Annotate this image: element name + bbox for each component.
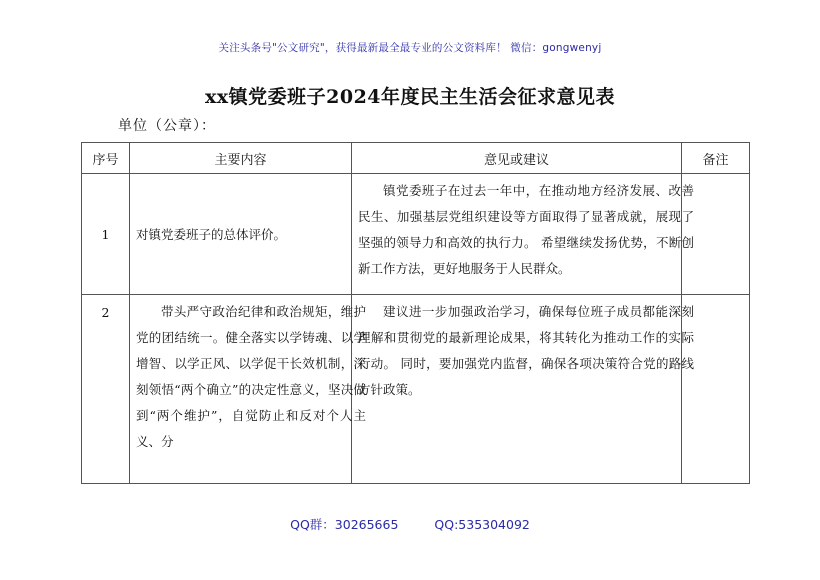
header-remark: 备注: [682, 143, 750, 174]
row-content-cell: [130, 295, 366, 484]
table-header-row: [82, 143, 750, 174]
row-opinion-cell: [352, 295, 694, 484]
table-row: [82, 174, 750, 295]
footer-qq-number: QQ:535304092: [434, 517, 530, 532]
header-opinion: 意见或建议: [352, 143, 682, 174]
opinion-form-table: [81, 142, 750, 484]
document-title: xx镇党委班子2024年度民主生活会征求意见表: [204, 86, 616, 108]
header-main-content: 主要内容: [130, 143, 352, 174]
row-content: 带头严守政治纪律和政治规矩，维护党的团结统一。健全落实以学铸魂、以学增智、以学正风、以学促干长效机制，深刻领悟“两个确立”的决定性意义，坚决做到“两个维护”，自觉防止和反对个人主义、分: [136, 304, 366, 449]
row-seq: 1: [82, 174, 130, 295]
footer-qq-group: QQ群：30265665: [290, 517, 399, 532]
unit-seal-label: 单位（公章）：: [118, 118, 216, 134]
row-content-cell: [130, 174, 352, 295]
row-opinion-cell: [352, 174, 694, 295]
row-content: 对镇党委班子的总体评价。: [136, 227, 287, 242]
header-seq: 序号: [82, 143, 130, 174]
header-promo-note: 关注头条号"公文研究"，获得最新最全最专业的公文资料库！ 微信：gongwenyj: [218, 42, 602, 54]
row-seq: 2: [82, 295, 130, 484]
footer-contact: [0, 515, 820, 533]
row-opinion: 镇党委班子在过去一年中，在推动地方经济发展、改善民生、加强基层党组织建设等方面取得了显著成就，展现了坚强的领导力和高效的执行力。 希望继续发扬优势，不断创新工作方法，更好地服务于人民群众。: [358, 183, 694, 276]
table-row: [82, 295, 750, 484]
row-opinion: 建议进一步加强政治学习，确保每位班子成员都能深刻理解和贯彻党的最新理论成果，将其转化为推动工作的实际行动。 同时，要加强党内监督，确保各项决策符合党的路线方针政策。: [358, 304, 694, 397]
